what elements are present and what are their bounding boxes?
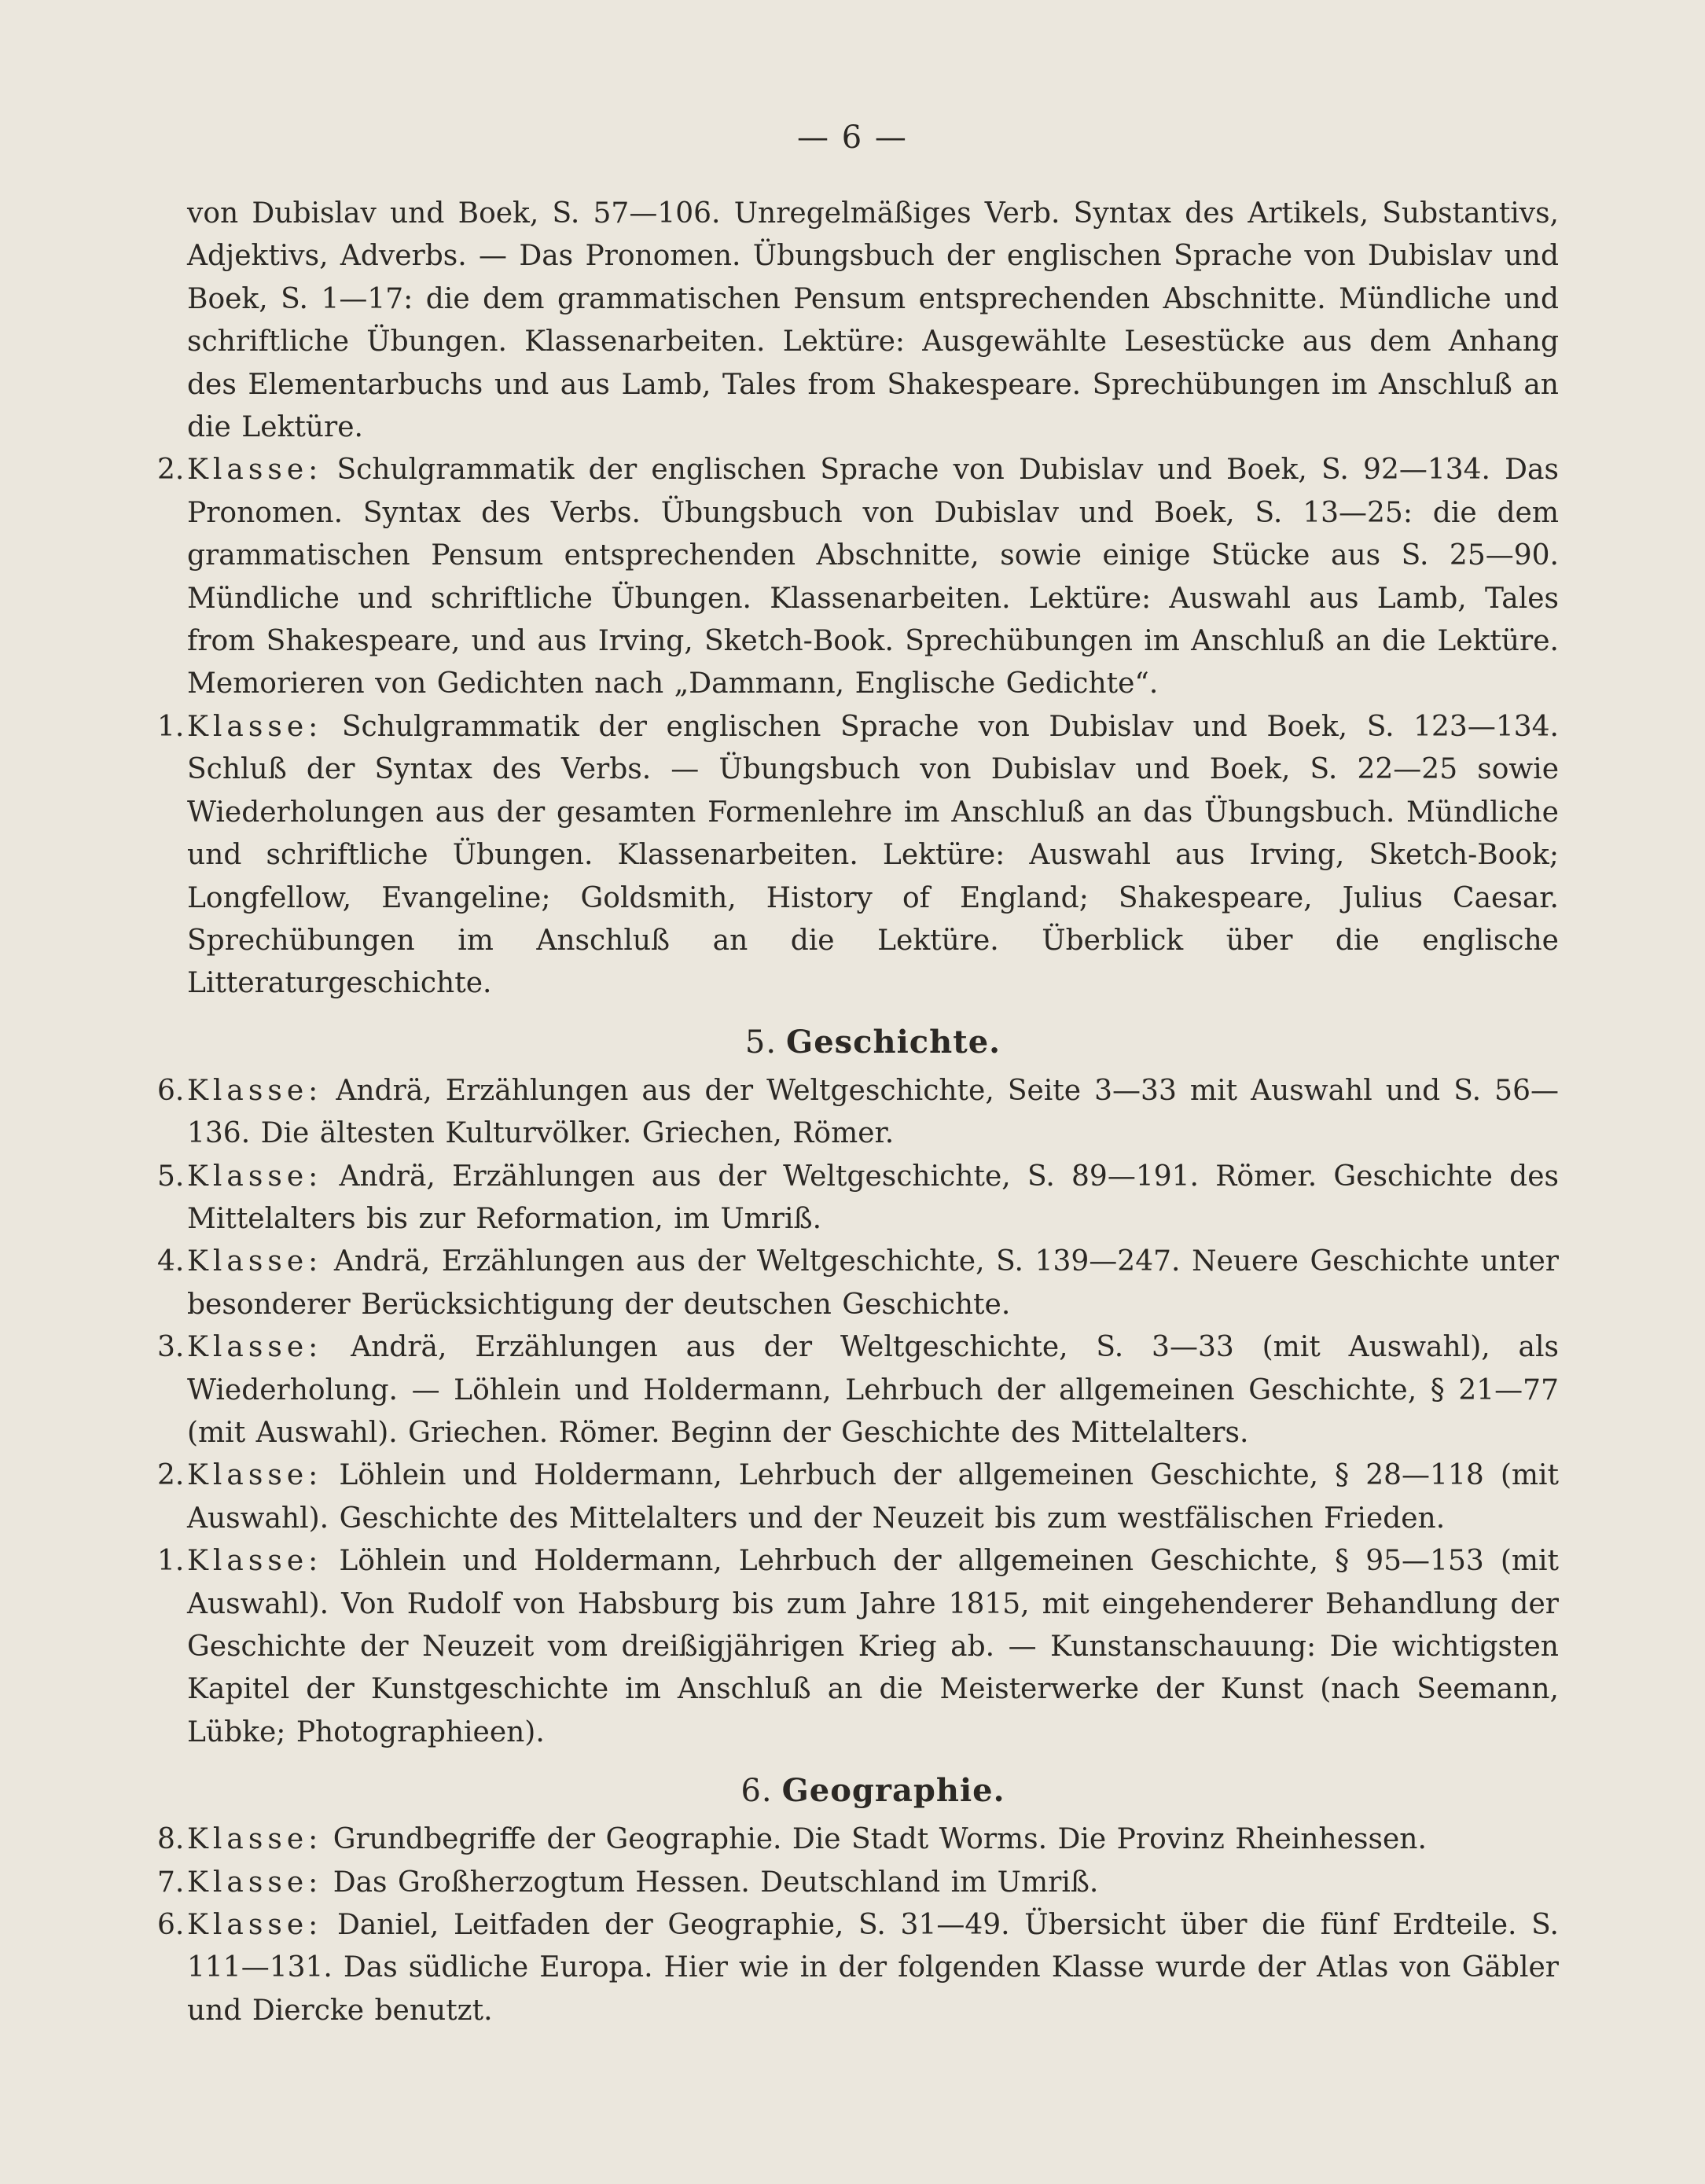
class-number: 2. (157, 454, 185, 487)
class-label: Klasse: (187, 1331, 323, 1364)
geschichte-class-1-entry (157, 1540, 1559, 1754)
class-label: Klasse: (187, 1545, 323, 1578)
class-label: Klasse: (187, 1823, 323, 1856)
class-description: Löhlein und Holdermann, Lehrbuch der allgemeinen Geschichte, § 95—153 (mit Auswahl). Von Rudolf von Habsburg bis zum Jahre 1815, mit eingehenderer Behandlung der Geschichte der Neuzeit vom dreißigjährigen Krieg ab. — Kunstanschauung: Die wichtigsten Kapitel der Kunstgeschichte im Anschluß an die Meisterwerke der Kunst (nach Seemann, Lübke; Photographieen). (187, 1545, 1559, 1748)
class-number: 7. (157, 1866, 185, 1899)
page-number: — 6 — (797, 119, 908, 156)
class-label: Klasse: (187, 454, 323, 487)
class-description: Andrä, Erzählungen aus der Weltgeschichte, S. 89—191. Römer. Geschichte des Mittelalters bis zur Reformation, im Umriß. (187, 1160, 1560, 1235)
geschichte-class-6-entry (157, 1070, 1559, 1156)
class-label: Klasse: (187, 1866, 323, 1899)
class-description: Grundbegriffe der Geographie. Die Stadt Worms. Die Provinz Rheinhessen. (333, 1823, 1427, 1856)
english-class-2-entry (157, 449, 1559, 705)
class-label: Klasse: (187, 1160, 323, 1193)
class-label: Klasse: (187, 1074, 323, 1107)
geschichte-class-4-entry (157, 1241, 1559, 1326)
class-number: 1. (157, 1545, 185, 1578)
section-number: 5. (744, 1024, 777, 1061)
geschichte-class-5-entry (157, 1156, 1560, 1241)
geschichte-class-3-entry (157, 1326, 1559, 1454)
class-number: 1. (157, 710, 185, 743)
english-class-1-entry (157, 706, 1559, 1006)
class-label: Klasse: (187, 1459, 323, 1492)
class-description: Andrä, Erzählungen aus der Weltgeschichte, S. 139—247. Neuere Geschichte unter besonderer Berücksichtigung der deutschen Geschichte. (187, 1245, 1559, 1321)
class-description: Schulgrammatik der englischen Sprache von Dubislav und Boek, S. 123—134. Schluß der Syntax des Verbs. — Übungsbuch von Dubislav und Boek, S. 22—25 sowie Wiederholungen aus der gesamten Formenlehre im Anschluß an das Übungsbuch. Mündliche und schriftliche Übungen. Klassenarbeiten. Lektüre: Auswahl aus Irving, Sketch-Book; Longfellow, Evangeline; Goldsmith, History of England; Shakespeare, Julius Caesar. Sprechübungen im Anschluß an die Lektüre. Überblick über die englische Litteraturgeschichte. (187, 710, 1559, 1000)
section-title: Geschichte. (786, 1023, 1001, 1061)
section-heading-geschichte (187, 1021, 1559, 1064)
class-number: 5. (157, 1160, 185, 1193)
class-number: 2. (157, 1459, 185, 1492)
section-number: 6. (740, 1773, 773, 1810)
class-description: Schulgrammatik der englischen Sprache von Dubislav und Boek, S. 92—134. Das Pronomen. Syntax des Verbs. Übungsbuch von Dubislav und Boek, S. 13—25: die dem grammatischen Pensum entsprechenden Abschnitte, sowie einige Stücke aus S. 25—90. Mündliche und schriftliche Übungen. Klassenarbeiten. Lektüre: Auswahl aus Lamb, Tales from Shakespeare, und aus Irving, Sketch-Book. Sprechübungen im Anschluß an die Lektüre. Memorieren von Gedichten nach „Dammann, Englische Gedichte“. (187, 454, 1559, 700)
class-number: 3. (157, 1331, 185, 1364)
class-label: Klasse: (187, 1909, 323, 1942)
class-number: 6. (157, 1074, 185, 1107)
english-intro-paragraph: von Dubislav und Boek, S. 57—106. Unregelmäßiges Verb. Syntax des Artikels, Substantivs, Adjektivs, Adverbs. — Das Pronomen. Übungsbuch der englischen Sprache von Dubislav und Boek, S. 1—17: die dem grammatischen Pensum entsprechenden Abschnitte. Mündliche und schriftliche Übungen. Klassenarbeiten. Lektüre: Ausgewählte Lesestücke aus dem Anhang des Elementarbuchs und aus Lamb, Tales from Shakespeare. Sprechübungen im Anschluß an die Lektüre. (187, 197, 1559, 444)
class-label: Klasse: (187, 1245, 323, 1278)
class-description: Andrä, Erzählungen aus der Weltgeschichte, Seite 3—33 mit Auswahl und S. 56—136. Die ältesten Kulturvölker. Griechen, Römer. (187, 1074, 1559, 1150)
class-description: Daniel, Leitfaden der Geographie, S. 31—49. Übersicht über die fünf Erdteile. S. 111—131. Das südliche Europa. Hier wie in der folgenden Klasse wurde der Atlas von Gäbler und Diercke benutzt. (187, 1909, 1559, 2027)
class-description: Das Großherzogtum Hessen. Deutschland im Umriß. (333, 1866, 1099, 1899)
class-description: Andrä, Erzählungen aus der Weltgeschichte, S. 3—33 (mit Auswahl), als Wiederholung. — Löhlein und Holdermann, Lehrbuch der allgemeinen Geschichte, § 21—77 (mit Auswahl). Griechen. Römer. Beginn der Geschichte des Mittelalters. (187, 1331, 1559, 1449)
geographie-class-6-entry (157, 1904, 1559, 2032)
class-number: 6. (157, 1909, 185, 1942)
section-title: Geographie. (781, 1772, 1005, 1810)
body-text (157, 193, 1560, 2032)
geographie-class-7-entry (157, 1862, 1559, 1904)
class-label: Klasse: (187, 710, 323, 743)
class-number: 8. (157, 1823, 185, 1856)
geographie-class-8-entry (157, 1818, 1559, 1861)
section-heading-geographie (187, 1770, 1559, 1812)
class-number: 4. (157, 1245, 185, 1278)
geschichte-class-2-entry (157, 1454, 1559, 1540)
class-description: Löhlein und Holdermann, Lehrbuch der allgemeinen Geschichte, § 28—118 (mit Auswahl). Geschichte des Mittelalters und der Neuzeit bis zum westfälischen Frieden. (187, 1459, 1559, 1535)
